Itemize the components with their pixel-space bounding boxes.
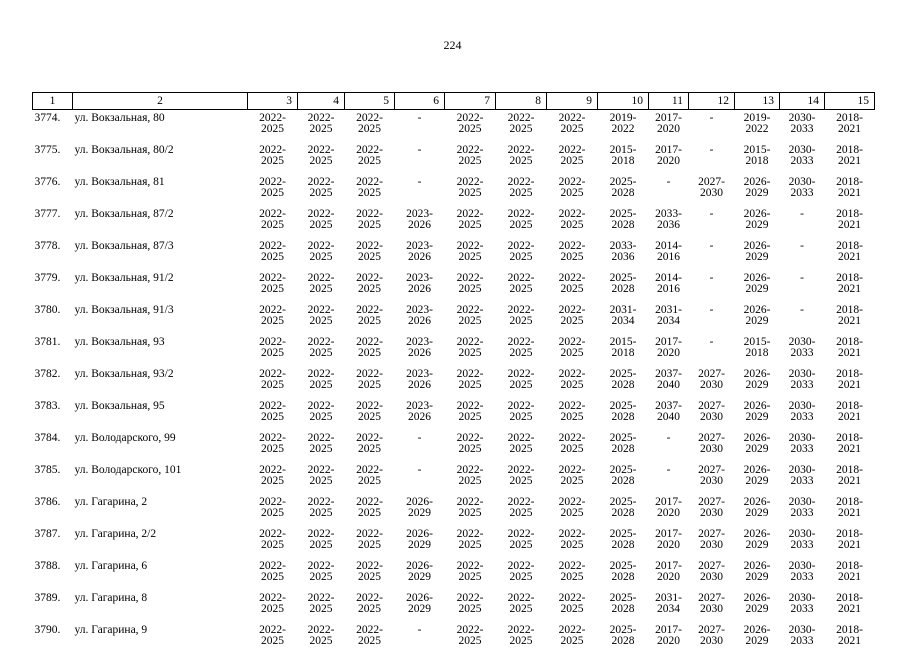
period-cell: 2022- 2025 — [345, 366, 395, 398]
period-cell: 2025- 2028 — [598, 430, 649, 462]
period-cell: 2025- 2028 — [598, 558, 649, 590]
period-cell: 2022- 2025 — [445, 398, 496, 430]
period-cell: 2022- 2025 — [547, 334, 598, 366]
period-cell: - — [395, 142, 445, 174]
period-cell: 2022- 2025 — [547, 526, 598, 558]
period-cell: 2023- 2026 — [395, 302, 445, 334]
period-cell: 2022- 2025 — [298, 270, 345, 302]
period-cell: 2026- 2029 — [395, 526, 445, 558]
period-cell: 2023- 2026 — [395, 238, 445, 270]
period-cell: - — [780, 270, 825, 302]
period-cell: 2030- 2033 — [780, 526, 825, 558]
period-cell: - — [395, 462, 445, 494]
period-cell: 2022- 2025 — [248, 590, 298, 622]
period-cell: 2022- 2025 — [547, 302, 598, 334]
period-cell: 2026- 2029 — [735, 622, 780, 654]
row-number: 3788. — [33, 558, 73, 590]
address-cell: ул. Вокзальная, 93/2 — [73, 366, 248, 398]
period-cell: 2022- 2025 — [547, 430, 598, 462]
period-cell: 2037- 2040 — [649, 366, 689, 398]
period-cell: 2026- 2029 — [735, 494, 780, 526]
period-cell: 2022- 2025 — [547, 558, 598, 590]
period-cell: 2022- 2025 — [547, 622, 598, 654]
period-cell: 2017- 2020 — [649, 494, 689, 526]
period-cell: 2022- 2025 — [445, 334, 496, 366]
period-cell: 2026- 2029 — [735, 398, 780, 430]
table-row — [33, 334, 875, 366]
period-cell: 2022- 2025 — [496, 334, 547, 366]
period-cell: 2017- 2020 — [649, 142, 689, 174]
period-cell: 2022- 2025 — [345, 398, 395, 430]
period-cell: 2026- 2029 — [735, 174, 780, 206]
period-cell: 2022- 2025 — [445, 622, 496, 654]
period-cell: 2022- 2025 — [298, 398, 345, 430]
period-cell: 2027- 2030 — [689, 174, 735, 206]
table-row — [33, 302, 875, 334]
period-cell: 2030- 2033 — [780, 398, 825, 430]
period-cell: 2022- 2025 — [248, 494, 298, 526]
period-cell: 2022- 2025 — [496, 462, 547, 494]
period-cell: 2022- 2025 — [345, 110, 395, 143]
period-cell: 2022- 2025 — [345, 302, 395, 334]
period-cell: 2030- 2033 — [780, 590, 825, 622]
period-cell: 2022- 2025 — [345, 526, 395, 558]
period-cell: 2014- 2016 — [649, 238, 689, 270]
table-row — [33, 238, 875, 270]
period-cell: 2015- 2018 — [735, 334, 780, 366]
period-cell: 2022- 2025 — [248, 526, 298, 558]
period-cell: 2022- 2025 — [298, 366, 345, 398]
period-cell: 2022- 2025 — [248, 270, 298, 302]
period-cell: 2022- 2025 — [345, 494, 395, 526]
period-cell: 2018- 2021 — [825, 334, 875, 366]
period-cell: 2025- 2028 — [598, 622, 649, 654]
period-cell: 2022- 2025 — [248, 238, 298, 270]
period-cell: - — [689, 334, 735, 366]
period-cell: - — [780, 302, 825, 334]
table-row — [33, 590, 875, 622]
period-cell: 2022- 2025 — [547, 270, 598, 302]
period-cell: 2022- 2025 — [496, 206, 547, 238]
column-header-14: 14 — [780, 93, 825, 110]
period-cell: 2027- 2030 — [689, 590, 735, 622]
period-cell: 2022- 2025 — [547, 398, 598, 430]
table-row — [33, 142, 875, 174]
table-row — [33, 526, 875, 558]
period-cell: 2018- 2021 — [825, 462, 875, 494]
table-row — [33, 270, 875, 302]
period-cell: 2019- 2022 — [598, 110, 649, 143]
table-body — [33, 110, 875, 654]
column-header-10: 10 — [598, 93, 649, 110]
period-cell: 2022- 2025 — [298, 462, 345, 494]
period-cell: 2022- 2025 — [445, 238, 496, 270]
period-cell: 2022- 2025 — [496, 238, 547, 270]
period-cell: 2015- 2018 — [598, 142, 649, 174]
address-cell: ул. Вокзальная, 93 — [73, 334, 248, 366]
period-cell: - — [689, 302, 735, 334]
period-cell: 2030- 2033 — [780, 462, 825, 494]
address-cell: ул. Володарского, 101 — [73, 462, 248, 494]
period-cell: 2030- 2033 — [780, 494, 825, 526]
period-cell: 2022- 2025 — [345, 270, 395, 302]
period-cell: 2026- 2029 — [735, 270, 780, 302]
period-cell: 2027- 2030 — [689, 430, 735, 462]
period-cell: 2023- 2026 — [395, 334, 445, 366]
row-number: 3775. — [33, 142, 73, 174]
period-cell: 2018- 2021 — [825, 526, 875, 558]
period-cell: 2022- 2025 — [248, 462, 298, 494]
table-row — [33, 174, 875, 206]
period-cell: - — [689, 206, 735, 238]
period-cell: 2018- 2021 — [825, 494, 875, 526]
table-row — [33, 398, 875, 430]
period-cell: 2030- 2033 — [780, 110, 825, 143]
period-cell: 2022- 2025 — [298, 334, 345, 366]
period-cell: 2022- 2025 — [298, 526, 345, 558]
period-cell: 2027- 2030 — [689, 558, 735, 590]
period-cell: 2027- 2030 — [689, 462, 735, 494]
period-cell: 2022- 2025 — [248, 334, 298, 366]
period-cell: 2022- 2025 — [248, 142, 298, 174]
period-cell: 2026- 2029 — [735, 462, 780, 494]
period-cell: 2026- 2029 — [735, 558, 780, 590]
period-cell: 2018- 2021 — [825, 142, 875, 174]
period-cell: 2022- 2025 — [248, 174, 298, 206]
period-cell: 2022- 2025 — [445, 142, 496, 174]
period-cell: 2022- 2025 — [298, 430, 345, 462]
period-cell: 2022- 2025 — [345, 334, 395, 366]
table-row — [33, 430, 875, 462]
column-header-2: 2 — [73, 93, 248, 110]
period-cell: 2022- 2025 — [445, 430, 496, 462]
row-number: 3776. — [33, 174, 73, 206]
period-cell: 2018- 2021 — [825, 270, 875, 302]
period-cell: 2018- 2021 — [825, 590, 875, 622]
row-number: 3790. — [33, 622, 73, 654]
row-number: 3779. — [33, 270, 73, 302]
period-cell: 2022- 2025 — [496, 526, 547, 558]
row-number: 3780. — [33, 302, 73, 334]
page-number: 224 — [0, 38, 905, 53]
column-header-5: 5 — [345, 93, 395, 110]
period-cell: 2017- 2020 — [649, 110, 689, 143]
period-cell: - — [649, 462, 689, 494]
address-cell: ул. Вокзальная, 91/2 — [73, 270, 248, 302]
period-cell: 2022- 2025 — [496, 110, 547, 143]
column-header-8: 8 — [496, 93, 547, 110]
period-cell: 2022- 2025 — [345, 174, 395, 206]
column-header-11: 11 — [649, 93, 689, 110]
period-cell: 2022- 2025 — [547, 494, 598, 526]
period-cell: 2025- 2028 — [598, 398, 649, 430]
period-cell: 2037- 2040 — [649, 398, 689, 430]
period-cell: 2023- 2026 — [395, 206, 445, 238]
period-cell: 2022- 2025 — [496, 174, 547, 206]
period-cell: 2022- 2025 — [248, 206, 298, 238]
period-cell: 2022- 2025 — [547, 206, 598, 238]
row-number: 3781. — [33, 334, 73, 366]
period-cell: 2030- 2033 — [780, 174, 825, 206]
period-cell: 2014- 2016 — [649, 270, 689, 302]
period-cell: 2026- 2029 — [735, 238, 780, 270]
row-number: 3782. — [33, 366, 73, 398]
period-cell: 2031- 2034 — [649, 590, 689, 622]
period-cell: 2023- 2026 — [395, 366, 445, 398]
period-cell: - — [395, 174, 445, 206]
schedule-table — [32, 92, 875, 654]
address-cell: ул. Гагарина, 2/2 — [73, 526, 248, 558]
period-cell: 2030- 2033 — [780, 142, 825, 174]
period-cell: 2018- 2021 — [825, 622, 875, 654]
period-cell: 2027- 2030 — [689, 622, 735, 654]
period-cell: 2033- 2036 — [649, 206, 689, 238]
column-header-1: 1 — [33, 93, 73, 110]
period-cell: 2025- 2028 — [598, 174, 649, 206]
period-cell: 2022- 2025 — [345, 462, 395, 494]
period-cell: 2022- 2025 — [298, 174, 345, 206]
period-cell: 2017- 2020 — [649, 558, 689, 590]
period-cell: 2022- 2025 — [496, 270, 547, 302]
period-cell: 2022- 2025 — [298, 494, 345, 526]
period-cell: 2030- 2033 — [780, 366, 825, 398]
period-cell: 2022- 2025 — [496, 398, 547, 430]
period-cell: 2019- 2022 — [735, 110, 780, 143]
period-cell: 2022- 2025 — [496, 558, 547, 590]
period-cell: 2026- 2029 — [395, 558, 445, 590]
address-cell: ул. Вокзальная, 91/3 — [73, 302, 248, 334]
column-header-6: 6 — [395, 93, 445, 110]
period-cell: 2022- 2025 — [298, 622, 345, 654]
period-cell: 2022- 2025 — [445, 206, 496, 238]
period-cell: 2022- 2025 — [547, 238, 598, 270]
period-cell: 2022- 2025 — [496, 494, 547, 526]
period-cell: - — [395, 430, 445, 462]
period-cell: 2031- 2034 — [598, 302, 649, 334]
period-cell: 2022- 2025 — [248, 622, 298, 654]
period-cell: 2022- 2025 — [445, 174, 496, 206]
period-cell: 2025- 2028 — [598, 270, 649, 302]
period-cell: 2025- 2028 — [598, 206, 649, 238]
period-cell: 2022- 2025 — [298, 302, 345, 334]
column-header-12: 12 — [689, 93, 735, 110]
address-cell: ул. Вокзальная, 87/3 — [73, 238, 248, 270]
column-header-3: 3 — [248, 93, 298, 110]
row-number: 3785. — [33, 462, 73, 494]
period-cell: 2026- 2029 — [735, 590, 780, 622]
table-row — [33, 110, 875, 143]
period-cell: 2022- 2025 — [445, 110, 496, 143]
period-cell: 2022- 2025 — [445, 526, 496, 558]
row-number: 3787. — [33, 526, 73, 558]
address-cell: ул. Вокзальная, 80 — [73, 110, 248, 143]
period-cell: 2022- 2025 — [345, 238, 395, 270]
period-cell: 2018- 2021 — [825, 110, 875, 143]
table-row — [33, 622, 875, 654]
period-cell: 2022- 2025 — [445, 462, 496, 494]
period-cell: - — [689, 142, 735, 174]
table-row — [33, 558, 875, 590]
period-cell: 2017- 2020 — [649, 334, 689, 366]
period-cell: 2022- 2025 — [345, 142, 395, 174]
period-cell: 2017- 2020 — [649, 526, 689, 558]
address-cell: ул. Вокзальная, 95 — [73, 398, 248, 430]
period-cell: 2025- 2028 — [598, 590, 649, 622]
period-cell: 2022- 2025 — [248, 558, 298, 590]
row-number: 3778. — [33, 238, 73, 270]
period-cell: - — [395, 110, 445, 143]
period-cell: 2025- 2028 — [598, 526, 649, 558]
period-cell: 2022- 2025 — [496, 590, 547, 622]
period-cell: 2022- 2025 — [496, 142, 547, 174]
period-cell: 2027- 2030 — [689, 494, 735, 526]
period-cell: 2022- 2025 — [445, 302, 496, 334]
column-header-4: 4 — [298, 93, 345, 110]
column-header-15: 15 — [825, 93, 875, 110]
period-cell: 2022- 2025 — [445, 270, 496, 302]
period-cell: 2025- 2028 — [598, 494, 649, 526]
period-cell: 2017- 2020 — [649, 622, 689, 654]
row-number: 3774. — [33, 110, 73, 143]
period-cell: 2018- 2021 — [825, 366, 875, 398]
table-row — [33, 462, 875, 494]
period-cell: 2022- 2025 — [345, 558, 395, 590]
period-cell: 2025- 2028 — [598, 462, 649, 494]
period-cell: - — [780, 206, 825, 238]
period-cell: 2022- 2025 — [547, 174, 598, 206]
address-cell: ул. Гагарина, 2 — [73, 494, 248, 526]
period-cell: - — [689, 238, 735, 270]
row-number: 3784. — [33, 430, 73, 462]
period-cell: 2030- 2033 — [780, 622, 825, 654]
period-cell: 2022- 2025 — [298, 558, 345, 590]
period-cell: 2022- 2025 — [298, 590, 345, 622]
period-cell: 2022- 2025 — [248, 430, 298, 462]
row-number: 3777. — [33, 206, 73, 238]
address-cell: ул. Володарского, 99 — [73, 430, 248, 462]
table-row — [33, 494, 875, 526]
period-cell: - — [649, 430, 689, 462]
period-cell: 2030- 2033 — [780, 558, 825, 590]
period-cell: 2018- 2021 — [825, 174, 875, 206]
row-number: 3789. — [33, 590, 73, 622]
period-cell: 2023- 2026 — [395, 270, 445, 302]
period-cell: 2018- 2021 — [825, 206, 875, 238]
column-header-13: 13 — [735, 93, 780, 110]
period-cell: 2022- 2025 — [345, 622, 395, 654]
period-cell: 2018- 2021 — [825, 302, 875, 334]
table-row — [33, 366, 875, 398]
period-cell: 2022- 2025 — [496, 430, 547, 462]
period-cell: 2026- 2029 — [735, 302, 780, 334]
column-header-7: 7 — [445, 93, 496, 110]
period-cell: 2022- 2025 — [248, 398, 298, 430]
period-cell: - — [395, 622, 445, 654]
period-cell: 2026- 2029 — [735, 526, 780, 558]
period-cell: 2022- 2025 — [547, 110, 598, 143]
period-cell: 2022- 2025 — [496, 302, 547, 334]
period-cell: 2030- 2033 — [780, 430, 825, 462]
period-cell: 2022- 2025 — [298, 142, 345, 174]
period-cell: 2022- 2025 — [248, 366, 298, 398]
period-cell: 2026- 2029 — [735, 366, 780, 398]
period-cell: 2026- 2029 — [735, 206, 780, 238]
address-cell: ул. Вокзальная, 80/2 — [73, 142, 248, 174]
period-cell: 2018- 2021 — [825, 430, 875, 462]
period-cell: 2027- 2030 — [689, 366, 735, 398]
period-cell: 2022- 2025 — [445, 366, 496, 398]
period-cell: 2022- 2025 — [345, 430, 395, 462]
period-cell: - — [780, 238, 825, 270]
period-cell: 2022- 2025 — [345, 206, 395, 238]
period-cell: 2026- 2029 — [735, 430, 780, 462]
period-cell: 2026- 2029 — [395, 494, 445, 526]
period-cell: 2022- 2025 — [547, 590, 598, 622]
period-cell: 2022- 2025 — [298, 238, 345, 270]
address-cell: ул. Вокзальная, 81 — [73, 174, 248, 206]
address-cell: ул. Гагарина, 6 — [73, 558, 248, 590]
period-cell: 2022- 2025 — [298, 206, 345, 238]
row-number: 3783. — [33, 398, 73, 430]
period-cell: 2022- 2025 — [445, 558, 496, 590]
period-cell: 2015- 2018 — [735, 142, 780, 174]
table-row — [33, 206, 875, 238]
address-cell: ул. Вокзальная, 87/2 — [73, 206, 248, 238]
period-cell: 2018- 2021 — [825, 558, 875, 590]
period-cell: 2022- 2025 — [547, 142, 598, 174]
address-cell: ул. Гагарина, 9 — [73, 622, 248, 654]
period-cell: 2022- 2025 — [445, 494, 496, 526]
period-cell: 2026- 2029 — [395, 590, 445, 622]
period-cell: 2027- 2030 — [689, 398, 735, 430]
period-cell: 2022- 2025 — [298, 110, 345, 143]
period-cell: 2022- 2025 — [547, 462, 598, 494]
period-cell: 2022- 2025 — [445, 590, 496, 622]
period-cell: 2015- 2018 — [598, 334, 649, 366]
period-cell: 2022- 2025 — [345, 590, 395, 622]
period-cell: 2018- 2021 — [825, 398, 875, 430]
period-cell: 2027- 2030 — [689, 526, 735, 558]
row-number: 3786. — [33, 494, 73, 526]
period-cell: 2023- 2026 — [395, 398, 445, 430]
period-cell: 2022- 2025 — [547, 366, 598, 398]
period-cell: 2018- 2021 — [825, 238, 875, 270]
period-cell: 2033- 2036 — [598, 238, 649, 270]
period-cell: - — [689, 270, 735, 302]
column-header-9: 9 — [547, 93, 598, 110]
period-cell: 2030- 2033 — [780, 334, 825, 366]
period-cell: - — [649, 174, 689, 206]
address-cell: ул. Гагарина, 8 — [73, 590, 248, 622]
period-cell: 2022- 2025 — [248, 110, 298, 143]
period-cell: 2022- 2025 — [496, 366, 547, 398]
period-cell: 2022- 2025 — [248, 302, 298, 334]
period-cell: 2025- 2028 — [598, 366, 649, 398]
table-header-row — [33, 93, 875, 110]
period-cell: 2022- 2025 — [496, 622, 547, 654]
period-cell: - — [689, 110, 735, 143]
period-cell: 2031- 2034 — [649, 302, 689, 334]
